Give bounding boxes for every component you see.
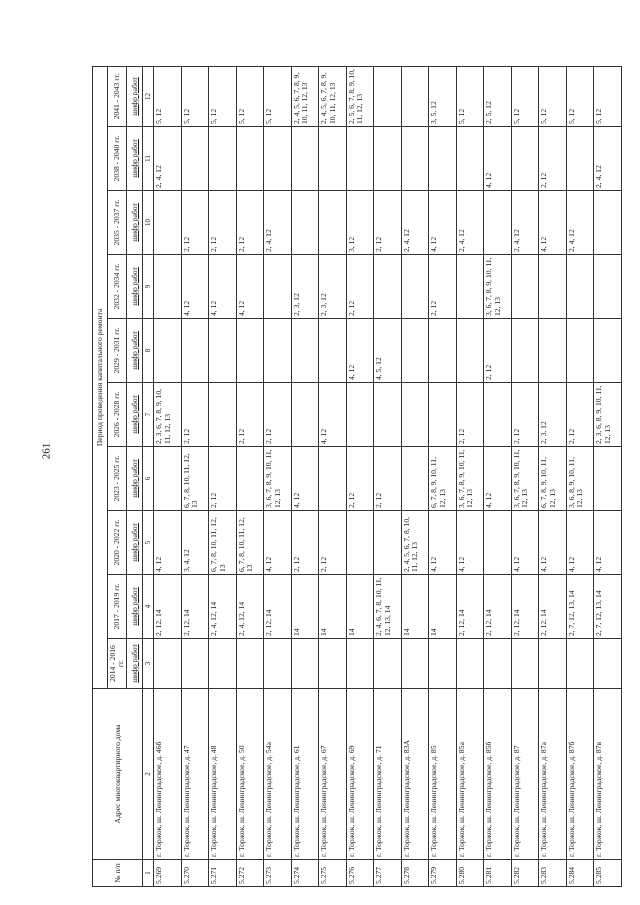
work-code-cell: 4, 12 [456, 511, 484, 575]
work-code-cell [374, 639, 402, 689]
row-address: г. Торжок, ш. Ленинградское, д. 87б [566, 689, 594, 860]
work-code-cell [154, 319, 182, 383]
table-row [566, 66, 594, 886]
work-code-cell [539, 255, 567, 319]
work-code-cell: 4, 12 [594, 511, 622, 575]
work-code-cell: 4, 12 [209, 255, 237, 319]
work-code-cell: 2, 12 [181, 383, 209, 447]
work-code-cell: 2, 4, 12 [264, 191, 292, 255]
header-period-title: Период проведения капитального ремонта [93, 66, 108, 688]
header-address: Адрес многоквартирного дома [93, 689, 143, 860]
row-address: г. Торжок, ш. Ленинградское, д. 47 [181, 689, 209, 860]
work-code-cell: 2, 3, 12 [291, 255, 319, 319]
work-code-cell: 2, 12 [209, 191, 237, 255]
row-address: г. Торжок, ш. Ленинградское, д. 85 [429, 689, 457, 860]
work-code-cell [236, 639, 264, 689]
work-code-cell: 14 [291, 575, 319, 639]
work-code-cell: 14 [346, 575, 374, 639]
table-row [319, 66, 347, 886]
work-code-cell: 3, 6, 7, 8, 9, 10, 11, 12, 13 [484, 255, 512, 319]
work-code-cell [291, 191, 319, 255]
work-code-cell: 6, 7, 8, 9, 10, 11, 12, 13 [429, 447, 457, 511]
header-code-label: шифр работ [127, 639, 143, 689]
work-code-cell: 5, 12 [264, 66, 292, 126]
row-number: 5.284 [566, 860, 594, 887]
work-code-cell [429, 127, 457, 191]
row-address: г. Торжок, ш. Ленинградское, д. 50 [236, 689, 264, 860]
work-code-cell [429, 639, 457, 689]
header-period: 2014 - 2016 гг. [108, 639, 127, 689]
row-number: 5.277 [374, 860, 402, 887]
work-code-cell: 2, 12 [346, 255, 374, 319]
work-code-cell: 2, 12 [181, 191, 209, 255]
table-row [484, 66, 512, 886]
work-code-cell [484, 383, 512, 447]
work-code-cell: 2, 12 [236, 191, 264, 255]
work-code-cell: 4, 12 [511, 511, 539, 575]
work-code-cell [374, 127, 402, 191]
work-code-cell: 4, 12 [181, 255, 209, 319]
work-code-cell: 2, 12, 14 [511, 575, 539, 639]
work-code-cell [319, 127, 347, 191]
work-code-cell: 2, 3, 12 [539, 383, 567, 447]
table-row [209, 66, 237, 886]
work-code-cell [154, 255, 182, 319]
work-code-cell: 4, 5, 12 [374, 319, 402, 383]
row-number: 5.279 [429, 860, 457, 887]
header-period: 2020 - 2022 гг. [108, 511, 127, 575]
work-code-cell: 4, 12 [484, 447, 512, 511]
work-code-cell [484, 511, 512, 575]
work-code-cell: 2, 3, 12 [319, 255, 347, 319]
work-code-cell [401, 127, 429, 191]
row-number: 5.282 [511, 860, 539, 887]
work-code-cell [594, 191, 622, 255]
work-code-cell [319, 639, 347, 689]
table-row [401, 66, 429, 886]
work-code-cell: 3, 6, 7, 8, 9, 10, 11, 12, 13 [456, 447, 484, 511]
row-address: г. Торжок, ш. Ленинградское, д. 85б [484, 689, 512, 860]
row-number: 5.270 [181, 860, 209, 887]
work-code-cell [594, 639, 622, 689]
work-code-cell: 2, 12 [264, 383, 292, 447]
row-number: 5.272 [236, 860, 264, 887]
table-row [236, 66, 264, 886]
work-code-cell: 2, 12 [346, 447, 374, 511]
work-code-cell [264, 639, 292, 689]
row-address: г. Торжок, ш. Ленинградское, д. 48 [209, 689, 237, 860]
row-number: 5.280 [456, 860, 484, 887]
work-code-cell [511, 639, 539, 689]
work-code-cell: 2, 12, 14 [539, 575, 567, 639]
row-address: г. Торжок, ш. Ленинградское, д. 69 [346, 689, 374, 860]
work-code-cell: 3, 12 [346, 191, 374, 255]
work-code-cell [319, 447, 347, 511]
work-code-cell: 6, 7, 8, 10, 11, 12, 13 [209, 511, 237, 575]
work-code-cell [539, 319, 567, 383]
work-code-cell [346, 383, 374, 447]
header-code-label: шифр работ [127, 127, 143, 191]
work-code-cell: 2, 12, 14 [456, 575, 484, 639]
work-code-cell: 2, 12 [566, 383, 594, 447]
work-code-cell: 6, 7, 8, 9, 10, 11, 12, 13 [539, 447, 567, 511]
work-code-cell: 2, 12 [429, 255, 457, 319]
header-code-label: шифр работ [127, 66, 143, 126]
work-code-cell [539, 639, 567, 689]
work-code-cell: 4, 12 [429, 511, 457, 575]
work-code-cell [264, 127, 292, 191]
work-code-cell [209, 319, 237, 383]
work-code-cell [594, 255, 622, 319]
work-code-cell [511, 319, 539, 383]
work-code-cell [154, 447, 182, 511]
work-code-cell: 2, 4, 12 [456, 191, 484, 255]
table-row [511, 66, 539, 886]
work-code-cell: 4, 12 [264, 511, 292, 575]
row-number: 5.269 [154, 860, 182, 887]
work-code-cell: 4, 12 [429, 191, 457, 255]
header-code-label: шифр работ [127, 575, 143, 639]
work-code-cell [511, 255, 539, 319]
row-address: г. Торжок, ш. Ленинградское, д. 54а [264, 689, 292, 860]
work-code-cell [346, 639, 374, 689]
row-number: 5.285 [594, 860, 622, 887]
table-row [181, 66, 209, 886]
work-code-cell: 2, 4, 12, 14 [209, 575, 237, 639]
work-code-cell: 2, 12, 14 [181, 575, 209, 639]
work-code-cell [236, 447, 264, 511]
header-period: 2026 - 2028 гг. [108, 383, 127, 447]
column-number: 4 [143, 575, 154, 639]
work-code-cell [484, 191, 512, 255]
row-number: 5.274 [291, 860, 319, 887]
work-code-cell: 4, 12 [154, 511, 182, 575]
row-address: г. Торжок, ш. Ленинградское, д. 87а [539, 689, 567, 860]
header-period: 2023 - 2025 гг. [108, 447, 127, 511]
work-code-cell: 3, 6, 7, 8, 9, 10, 11, 12, 13 [511, 447, 539, 511]
column-number: 7 [143, 383, 154, 447]
work-code-cell [566, 127, 594, 191]
header-code-label: шифр работ [127, 383, 143, 447]
work-code-cell [291, 639, 319, 689]
table-body [154, 66, 622, 886]
table-row [346, 66, 374, 886]
row-number: 5.275 [319, 860, 347, 887]
row-number: 5.283 [539, 860, 567, 887]
work-code-cell: 2, 12 [291, 511, 319, 575]
work-code-cell: 2, 12 [456, 383, 484, 447]
work-code-cell: 2, 12 [539, 127, 567, 191]
work-code-cell [374, 511, 402, 575]
work-code-cell: 5, 12 [236, 66, 264, 126]
work-code-cell [566, 255, 594, 319]
work-code-cell [456, 319, 484, 383]
work-code-cell: 2, 12, 14 [264, 575, 292, 639]
table-row [429, 66, 457, 886]
row-number: 5.276 [346, 860, 374, 887]
row-address: г. Торжок, ш. Ленинградское, д. 61 [291, 689, 319, 860]
work-code-cell: 14 [401, 575, 429, 639]
row-address: г. Торжок, ш. Ленинградское, д. 87 [511, 689, 539, 860]
work-code-cell: 2, 7, 12, 13, 14 [594, 575, 622, 639]
work-code-cell: 5, 12 [209, 66, 237, 126]
work-code-cell: 2, 12 [319, 511, 347, 575]
work-code-cell: 2, 12, 14 [154, 575, 182, 639]
work-code-cell [594, 447, 622, 511]
work-code-cell: 14 [429, 575, 457, 639]
work-code-cell [264, 319, 292, 383]
work-code-cell [291, 383, 319, 447]
work-code-cell: 5, 12 [566, 66, 594, 126]
work-code-cell [346, 511, 374, 575]
work-code-cell [209, 639, 237, 689]
work-code-cell: 4, 12 [539, 191, 567, 255]
work-code-cell: 2, 4, 5, 6, 7, 8, 9, 10, 11, 12, 13 [291, 66, 319, 126]
page-number: 261 [40, 442, 53, 460]
work-code-cell [456, 255, 484, 319]
work-code-cell: 2, 4, 12 [154, 127, 182, 191]
work-code-cell: 2, 4, 12 [594, 127, 622, 191]
work-code-cell: 2, 5, 12 [484, 66, 512, 126]
work-code-cell [429, 383, 457, 447]
work-code-cell: 4, 12 [539, 511, 567, 575]
column-number: 12 [143, 66, 154, 126]
work-code-cell: 4, 12 [566, 511, 594, 575]
work-code-cell [319, 319, 347, 383]
work-code-cell: 2, 12 [511, 383, 539, 447]
row-address: г. Торжок, ш. Ленинградское, д. 71 [374, 689, 402, 860]
work-code-cell: 2, 4, 12 [401, 191, 429, 255]
work-code-cell: 2, 3, 6, 7, 8, 9, 10, 11, 12, 13 [154, 383, 182, 447]
work-code-cell: 5, 12 [154, 66, 182, 126]
work-code-cell [566, 639, 594, 689]
work-code-cell: 2, 12 [209, 447, 237, 511]
work-code-cell: 2, 4, 12, 14 [236, 575, 264, 639]
column-number: 6 [143, 447, 154, 511]
row-number: 5.278 [401, 860, 429, 887]
work-code-cell: 5, 12 [594, 66, 622, 126]
table-row [291, 66, 319, 886]
work-code-cell [511, 127, 539, 191]
work-code-cell [566, 319, 594, 383]
work-code-cell: 2, 7, 12, 13, 14 [566, 575, 594, 639]
column-number: 8 [143, 319, 154, 383]
row-number: 5.281 [484, 860, 512, 887]
header-code-label: шифр работ [127, 447, 143, 511]
work-code-cell [154, 639, 182, 689]
work-code-cell: 5, 12 [181, 66, 209, 126]
header-period: 2035 - 2037 гг. [108, 191, 127, 255]
table-row [539, 66, 567, 886]
work-code-cell: 2, 12 [374, 191, 402, 255]
work-code-cell: 2, 12 [236, 383, 264, 447]
header-period: 2038 - 2040 гг. [108, 127, 127, 191]
work-code-cell: 3, 5, 12 [429, 66, 457, 126]
work-code-cell [319, 191, 347, 255]
header-code-label: шифр работ [127, 319, 143, 383]
row-address: г. Торжок, ш. Ленинградское, д. 83А [401, 689, 429, 860]
column-number: 11 [143, 127, 154, 191]
table-row [264, 66, 292, 886]
work-code-cell [484, 639, 512, 689]
work-code-cell [429, 319, 457, 383]
work-code-cell [401, 639, 429, 689]
work-code-cell: 4, 12 [484, 127, 512, 191]
work-code-cell [374, 255, 402, 319]
header-code-label: шифр работ [127, 191, 143, 255]
work-code-cell: 3, 6, 7, 8, 9, 10, 11, 12, 13 [264, 447, 292, 511]
work-code-cell: 6, 7, 8, 10, 11, 12, 13 [236, 511, 264, 575]
work-code-cell [374, 383, 402, 447]
work-code-cell [401, 319, 429, 383]
header-code-label: шифр работ [127, 511, 143, 575]
work-code-cell: 2, 5, 6, 7, 8, 9, 10, 11, 12, 13 [346, 66, 374, 126]
row-address: г. Торжок, ш. Ленинградское, д. 87в [594, 689, 622, 860]
work-code-cell [181, 639, 209, 689]
work-code-cell: 2, 12 [374, 447, 402, 511]
table-row [594, 66, 622, 886]
work-code-cell: 4, 12 [319, 383, 347, 447]
table-row [154, 66, 182, 886]
work-code-cell: 2, 4, 12 [566, 191, 594, 255]
work-code-cell: 3, 6, 8, 9, 10, 11, 12, 13 [566, 447, 594, 511]
column-number: 10 [143, 191, 154, 255]
repair-schedule-table [92, 66, 622, 887]
work-code-cell: 2, 12, 14 [484, 575, 512, 639]
work-code-cell [401, 383, 429, 447]
column-number: 3 [143, 639, 154, 689]
work-code-cell: 14 [319, 575, 347, 639]
header-code-label: шифр работ [127, 255, 143, 319]
row-address: г. Торжок, ш. Ленинградское, д. 46б [154, 689, 182, 860]
work-code-cell: 2, 4, 6, 7, 8, 10, 11, 12, 13, 14 [374, 575, 402, 639]
row-address: г. Торжок, ш. Ленинградское, д. 85а [456, 689, 484, 860]
work-code-cell: 2, 12 [484, 319, 512, 383]
row-address: г. Торжок, ш. Ленинградское, д. 67 [319, 689, 347, 860]
work-code-cell [154, 191, 182, 255]
header-period: 2029 - 2031 гг. [108, 319, 127, 383]
work-code-cell [401, 255, 429, 319]
work-code-cell [291, 127, 319, 191]
header-period: 2041 - 2043 гг. [108, 66, 127, 126]
work-code-cell [291, 319, 319, 383]
work-code-cell [374, 66, 402, 126]
work-code-cell [209, 383, 237, 447]
work-code-cell [181, 319, 209, 383]
work-code-cell: 5, 12 [511, 66, 539, 126]
work-code-cell: 2, 4, 12 [511, 191, 539, 255]
work-code-cell [401, 66, 429, 126]
work-code-cell [456, 127, 484, 191]
work-code-cell [456, 639, 484, 689]
repair-schedule-table-wrapper [92, 67, 632, 887]
column-number: 9 [143, 255, 154, 319]
header-period: 2017 - 2019 гг. [108, 575, 127, 639]
work-code-cell: 4, 12 [346, 319, 374, 383]
table-row [374, 66, 402, 886]
column-number: 1 [143, 860, 154, 887]
row-number: 5.271 [209, 860, 237, 887]
column-number: 2 [143, 689, 154, 860]
work-code-cell: 5, 12 [456, 66, 484, 126]
work-code-cell: 4, 12 [291, 447, 319, 511]
work-code-cell [264, 255, 292, 319]
work-code-cell [401, 447, 429, 511]
work-code-cell [236, 127, 264, 191]
work-code-cell: 2, 4, 5, 6, 7, 8, 9, 10, 11, 12, 13 [319, 66, 347, 126]
row-number: 5.273 [264, 860, 292, 887]
work-code-cell: 5, 12 [539, 66, 567, 126]
table-row [456, 66, 484, 886]
work-code-cell [181, 127, 209, 191]
work-code-cell: 4, 12 [236, 255, 264, 319]
work-code-cell [209, 127, 237, 191]
work-code-cell [236, 319, 264, 383]
work-code-cell: 2, 4, 5, 6, 7, 8, 10, 11, 12, 13 [401, 511, 429, 575]
header-period: 2032 - 2034 гг. [108, 255, 127, 319]
work-code-cell: 2, 3, 6, 8, 9, 10, 11, 12, 13 [594, 383, 622, 447]
work-code-cell: 3, 4, 12 [181, 511, 209, 575]
work-code-cell [346, 127, 374, 191]
work-code-cell: 6, 7, 8, 10, 11, 12, 13 [181, 447, 209, 511]
column-number: 5 [143, 511, 154, 575]
work-code-cell [594, 319, 622, 383]
header-number: № п/п [93, 860, 143, 887]
